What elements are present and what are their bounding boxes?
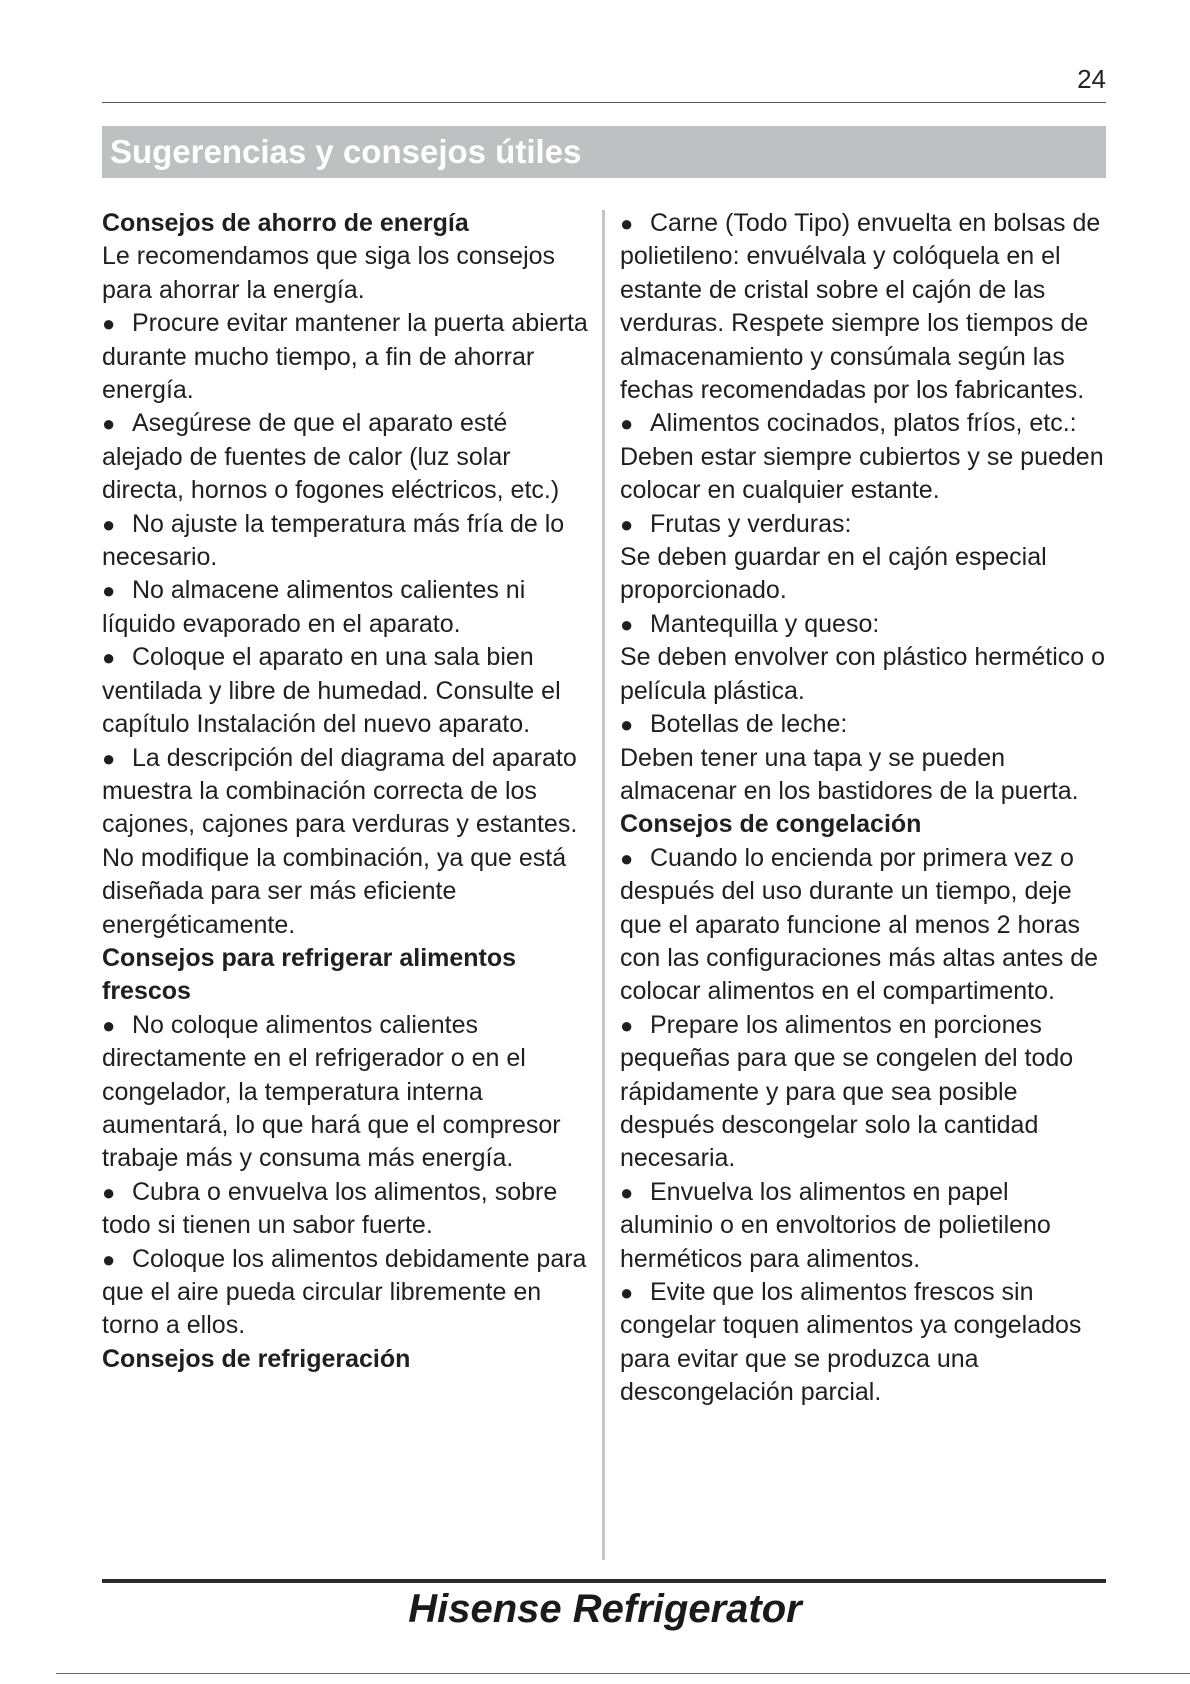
bullet-item <box>620 708 1108 741</box>
bullet-text: Alimentos cocinados, platos fríos, etc.: <box>650 409 1077 438</box>
right-column <box>620 207 1108 1410</box>
bullet-icon: ● <box>620 712 634 738</box>
bullet-item <box>102 407 592 507</box>
bullet-icon: ● <box>620 1280 634 1305</box>
paragraph: Se deben guardar en el cajón especial proporcionado. <box>620 543 1047 605</box>
bullet-text: No coloque alimentos calientes directamente en el refrigerador o en el congelador, la temperatura interna aumentará, lo que hará que el compresor trabaje más y consuma más energía. <box>102 1010 561 1173</box>
bullet-item <box>620 207 1108 407</box>
bullet-item <box>102 742 592 942</box>
bullet-text: Procure evitar mantener la puerta abierta durante mucho tiempo, a fin de ahorrar energía. <box>102 309 588 405</box>
bullet-icon: ● <box>102 1012 116 1038</box>
bullet-text: Envuelva los alimentos en papel aluminio o en envoltorios de polietileno herméticos para alimentos. <box>620 1177 1051 1273</box>
bullet-icon: ● <box>620 511 634 537</box>
bullet-icon: ● <box>620 1179 634 1205</box>
subsection-heading: Consejos para refrigerar alimentos frescos <box>102 943 517 1006</box>
subsection-heading: Consejos de ahorro de energía <box>102 209 469 237</box>
page-number: 24 <box>1077 64 1106 94</box>
bullet-item <box>620 508 1108 541</box>
bullet-text: No almacene alimentos calientes ni líquido evaporado en el aparato. <box>102 576 526 638</box>
bullet-text: La descripción del diagrama del aparato muestra la combinación correcta de los cajones, cajones para verduras y estantes. No modifique la combinación, ya que está diseñada para ser más eficiente energéticamente. <box>102 743 578 939</box>
bullet-icon: ● <box>102 1246 116 1272</box>
bullet-text: Cuando lo encienda por primera vez o después del uso durante un tiempo, deje que el aparato funcione al menos 2 horas con las configuraciones más altas antes de colocar alimentos en el compartimento. <box>620 843 1099 1006</box>
paragraph: Deben tener una tapa y se pueden almacenar en los bastidores de la puerta. <box>620 743 1079 805</box>
left-column <box>102 207 592 1376</box>
bullet-item <box>102 1176 592 1243</box>
header-divider <box>102 102 1106 103</box>
bullet-text: Cubra o envuelva los alimentos, sobre todo si tienen un sabor fuerte. <box>102 1177 558 1240</box>
paragraph: Le recomendamos que siga los consejos para ahorrar la energía. <box>102 242 556 304</box>
bullet-item <box>620 407 1108 440</box>
bullet-item <box>102 641 592 741</box>
paragraph: Deben estar siempre cubiertos y se pueden colocar en cualquier estante. <box>620 442 1104 505</box>
bullet-icon: ● <box>620 845 634 871</box>
subsection-heading: Consejos de congelación <box>620 810 922 839</box>
bullet-icon: ● <box>102 578 116 604</box>
bullet-item <box>102 508 592 575</box>
bullet-icon: ● <box>102 1179 116 1205</box>
bullet-item <box>620 1276 1108 1410</box>
bullet-icon: ● <box>102 645 116 671</box>
bullet-text: Coloque los alimentos debidamente para que el aire pueda circular libremente en torno a ellos. <box>102 1244 587 1340</box>
bullet-text: No ajuste la temperatura más fría de lo necesario. <box>102 509 565 572</box>
footer-divider <box>102 1579 1106 1583</box>
bullet-text: Prepare los alimentos en porciones pequeñas para que se congelen del todo rápidamente y para que sea posible después descongelar solo la cantidad necesaria. <box>620 1010 1074 1173</box>
bullet-text: Coloque el aparato en una sala bien ventilada y libre de humedad. Consulte el capítulo Instalación del nuevo aparato. <box>102 643 561 739</box>
footer-brand: Hisense Refrigerator <box>408 1587 802 1631</box>
bullet-text: Evite que los alimentos frescos sin congelar toquen alimentos ya congelados para evitar que se produzca una descongelación parcial. <box>620 1278 1082 1407</box>
bullet-item <box>620 1009 1108 1176</box>
bullet-item <box>620 608 1108 641</box>
bullet-text: Mantequilla y queso: <box>650 609 880 638</box>
bullet-item <box>102 574 592 641</box>
bullet-item <box>620 1176 1108 1276</box>
bullet-icon: ● <box>620 611 634 637</box>
section-title: Sugerencias y consejos útiles <box>110 133 582 170</box>
bullet-text: Carne (Todo Tipo) envuelta en bolsas de polietileno: envuélvala y colóquela en el estante de cristal sobre el cajón de las verduras. Respete siempre los tiempos de almacenamiento y consúmala según las fechas recomendadas por los fabricantes. <box>620 209 1101 405</box>
bullet-icon: ● <box>102 745 116 771</box>
bullet-icon: ● <box>102 511 116 537</box>
bullet-icon: ● <box>620 411 634 437</box>
subsection-heading: Consejos de refrigeración <box>102 1344 411 1373</box>
column-divider <box>602 210 605 1560</box>
bullet-item <box>102 307 592 407</box>
bullet-icon: ● <box>102 311 116 337</box>
bullet-item <box>102 1009 592 1176</box>
paragraph: Se deben envolver con plástico hermético o película plástica. <box>620 643 1106 705</box>
bullet-icon: ● <box>620 1012 634 1038</box>
bullet-icon: ● <box>102 411 116 437</box>
section-banner <box>102 126 1106 178</box>
bullet-text: Frutas y verduras: <box>650 509 852 538</box>
bullet-icon: ● <box>620 211 634 236</box>
bullet-item <box>620 842 1108 1009</box>
bullet-text: Asegúrese de que el aparato esté alejado de fuentes de calor (luz solar directa, hornos o fogones eléctricos, etc.) <box>102 409 560 505</box>
bullet-text: Botellas de leche: <box>650 710 848 739</box>
bullet-item <box>102 1243 592 1343</box>
page-bottom-line <box>56 1673 1190 1674</box>
